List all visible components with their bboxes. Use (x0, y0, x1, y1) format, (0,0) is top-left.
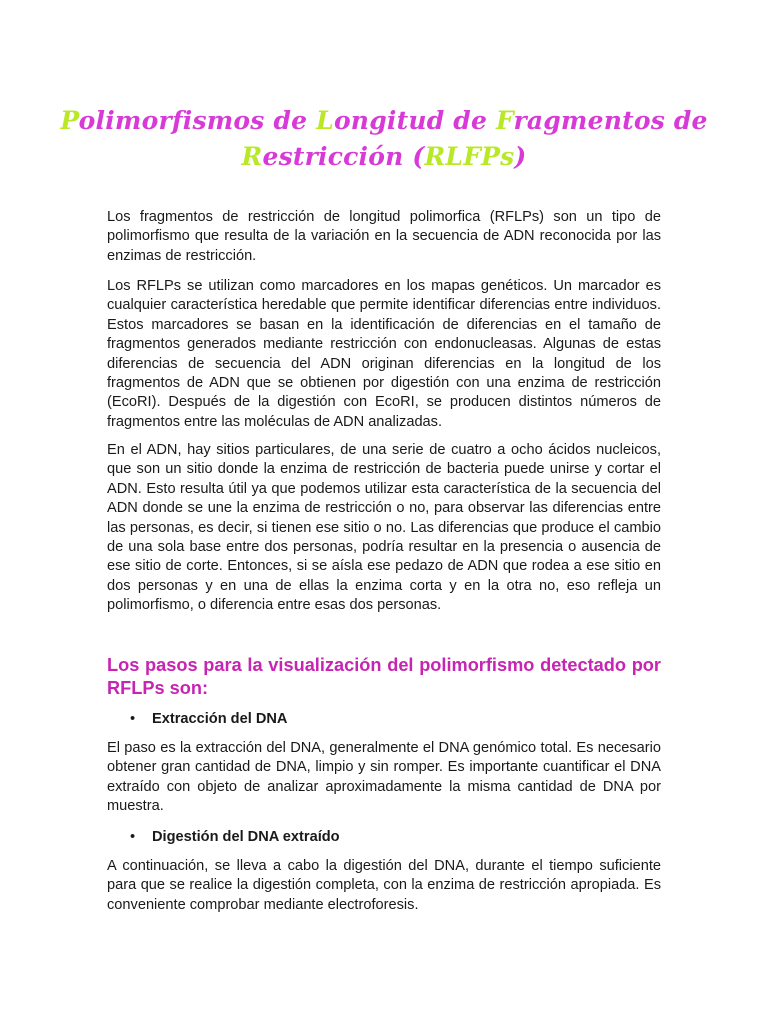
title-highlight-segment: P (60, 105, 79, 135)
title-text-segment: estricción ( (262, 141, 425, 171)
title-text-segment: ongitud de (333, 105, 496, 135)
title-text-segment: ragmentos de (513, 105, 708, 135)
step-1-text: El paso es la extracción del DNA, generalmente el DNA genómico total. Es necesario obtener gran cantidad de DNA, limpio y sin romper. Es importante cuantificar el DNA extraído con objeto de analizar aproximadamente la misma cantidad de DNA por muestra. (107, 740, 661, 815)
title-text-segment: ) (514, 141, 527, 171)
title-line-1 (60, 106, 707, 135)
paragraph-restriction-sites: En el ADN, hay sitios particulares, de una serie de cuatro a ocho ácidos nucleicos, que son un sitio donde la enzima de restricción de bacteria puede unirse y cortar el ADN. Esto resulta útil ya que podemos utilizar esta característica de la secuencia del ADN donde se une la enzima de restricción o no, para observar las diferencias entre las personas, es decir, si tienen ese sitio o no. Las diferencias que produce el cambio de una sola base entre dos personas, podría resultar en la presencia o ausencia de ese sitio de corte. Entonces, si se aísla ese pedazo de ADN que rodea a ese sitio en dos personas y en una de ellas la enzima corta y en la otra no, eso refleja un polimorfismo, o diferencia entre esas dos personas. (107, 442, 661, 614)
section-heading: Los pasos para la visualización del polimorfismo detectado por RFLPs son: (107, 655, 661, 698)
step-1-heading (130, 710, 660, 729)
title-highlight-segment: R (241, 141, 263, 171)
step-2-label: Digestión del DNA extraído (152, 829, 340, 845)
step-2-heading (130, 828, 660, 847)
paragraph-intro: Los fragmentos de restricción de longitud polimorfica (RFLPs) son un tipo de polimorfismo que resulta de la variación en la secuencia de ADN reconocida por las enzimas de restricción. (107, 209, 661, 264)
title-text-segment: olimorfismos de (78, 105, 317, 135)
title-highlight-segment: L (316, 105, 334, 135)
title-highlight-segment: F (495, 105, 514, 135)
bullet-icon: • (130, 711, 136, 727)
step-2-text: A continuación, se lleva a cabo la digestión del DNA, durante el tiempo suficiente para que se realice la digestión completa, con la enzima de restricción apropiada. Es conveniente comprobar mediante electroforesis. (107, 858, 661, 913)
title-line-2 (242, 142, 527, 171)
page-title (60, 103, 708, 175)
paragraph-markers: Los RFLPs se utilizan como marcadores en los mapas genéticos. Un marcador es cualquier característica heredable que permite identificar diferencias entre individuos. Estos marcadores se basan en la identificación de diferencias en el tamaño de fragmentos generados mediante restricción con endonucleasas. Algunas de estas diferencias de secuencia del ADN originan diferencias en la longitud de los fragmentos de ADN que se obtienen por digestión con una enzima de restricción (EcoRI). Después de la digestión con EcoRI, se producen distintos números de fragmentos entre las moléculas de ADN analizadas. (107, 278, 661, 430)
title-highlight-segment: RLFPs (424, 141, 515, 171)
step-1-label: Extracción del DNA (152, 711, 288, 727)
bullet-icon: • (130, 829, 136, 845)
